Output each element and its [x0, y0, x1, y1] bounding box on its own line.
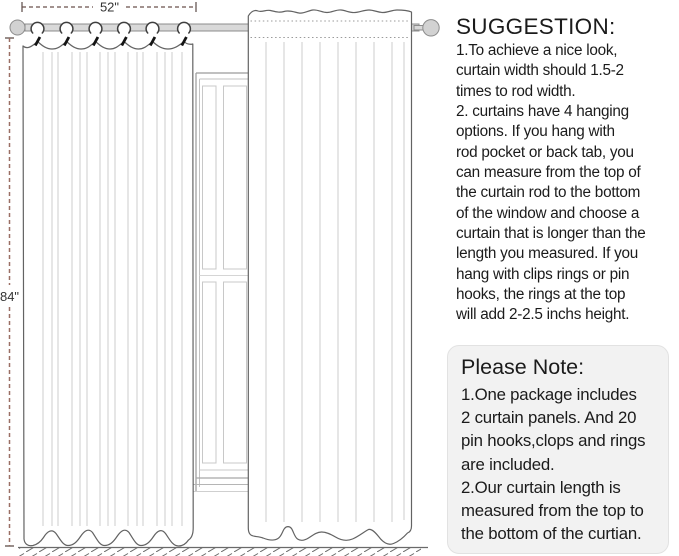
- height-measurement: [0, 38, 19, 546]
- right-curtain: [248, 10, 411, 544]
- suggestion-line: 2. curtains have 4 hanging: [456, 103, 629, 121]
- note-line: pin hooks,clops and rings: [461, 431, 646, 451]
- suggestion-line: times to rod width.: [456, 82, 576, 100]
- width-measurement: [22, 0, 196, 15]
- please-note-body: [461, 383, 668, 545]
- suggestion-title: SUGGESTION:: [456, 14, 616, 39]
- suggestion-line: can measure from the top of: [456, 164, 641, 182]
- suggestion-line: curtain that is longer than the: [456, 225, 646, 243]
- note-line: are included.: [461, 454, 555, 474]
- suggestion-section: [456, 15, 676, 326]
- suggestion-line: options. If you hang with: [456, 123, 615, 141]
- please-note-title: Please Note:: [461, 355, 585, 379]
- rod-finial-right: [423, 20, 439, 36]
- curtain-clips: [35, 37, 186, 46]
- height-label: 84": [0, 289, 20, 304]
- suggestion-line: hooks, the rings at the top: [456, 286, 626, 304]
- floor: [18, 548, 428, 556]
- suggestion-line: will add 2-2.5 inchs height.: [456, 306, 630, 324]
- please-note-box: [447, 345, 669, 554]
- suggestion-body: [456, 41, 676, 326]
- suggestion-line: rod pocket or back tab, you: [456, 143, 634, 161]
- rod-finial-left: [10, 20, 25, 35]
- suggestion-line: of the window and choose a: [456, 204, 640, 222]
- note-line: 2 curtain panels. And 20: [461, 408, 637, 428]
- suggestion-line: curtain width should 1.5-2: [456, 62, 624, 80]
- note-line: 2.Our curtain length is: [461, 477, 621, 497]
- suggestion-line: length you measured. If you: [456, 245, 639, 263]
- note-line: measured from the top to: [461, 501, 644, 521]
- window: [191, 73, 253, 492]
- suggestion-line: the curtain rod to the bottom: [456, 184, 641, 202]
- note-line: 1.One package includes: [461, 385, 637, 404]
- suggestion-line: hang with clips rings or pin: [456, 265, 630, 283]
- suggestion-line: 1.To achieve a nice look,: [456, 42, 618, 59]
- width-label: 52": [99, 0, 120, 15]
- note-line: the bottom of the curtian.: [461, 524, 642, 544]
- left-curtain: [23, 42, 193, 547]
